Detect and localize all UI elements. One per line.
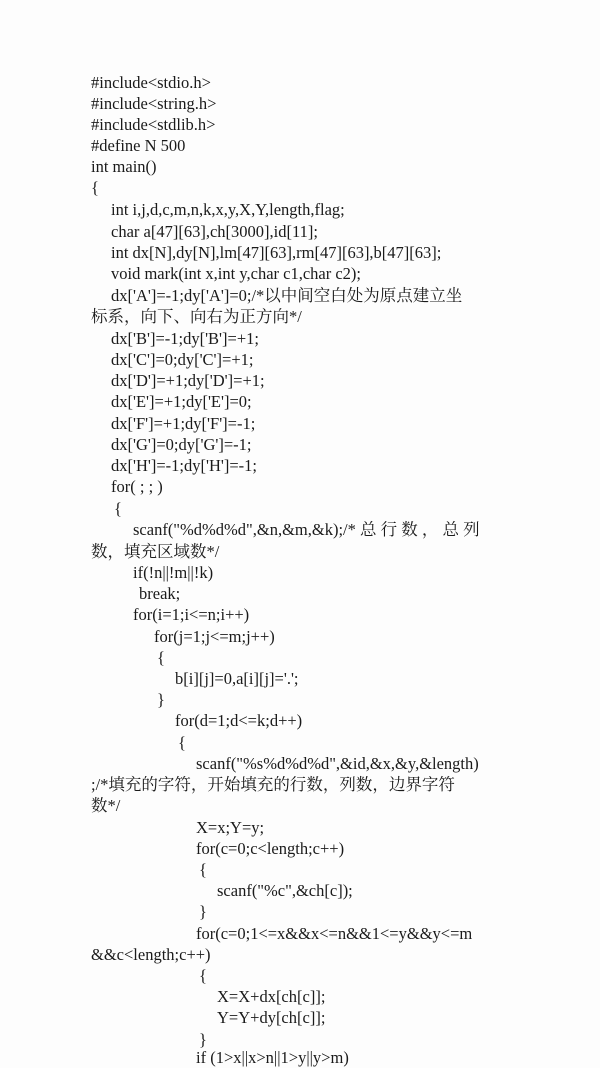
code-line: dx['A']=-1;dy['A']=0;/*以中间空白处为原点建立坐 <box>111 286 463 305</box>
code-line: dx['G']=0;dy['G']=-1; <box>111 435 252 454</box>
code-line: #include<stdio.h> <box>91 73 211 92</box>
code-line: dx['E']=+1;dy['E']=0; <box>111 392 252 411</box>
code-line: int main() <box>91 157 157 176</box>
code-line: for(c=0;c<length;c++) <box>196 839 345 858</box>
code-line: int dx[N],dy[N],lm[47][63],rm[47][63],b[47][63]; <box>111 243 442 262</box>
code-line: int i,j,d,c,m,n,k,x,y,X,Y,length,flag; <box>111 200 345 219</box>
code-line: } <box>199 902 207 921</box>
code-line: &&c<length;c++) <box>91 945 211 964</box>
code-line: { <box>178 733 186 752</box>
code-line: { <box>114 499 122 518</box>
code-line: for(c=0;1<=x&&x<=n&&1<=y&&y<=m <box>196 924 473 943</box>
code-line: #define N 500 <box>91 136 186 155</box>
code-line: char a[47][63],ch[3000],id[11]; <box>111 222 318 241</box>
code-line: { <box>199 966 207 985</box>
code-line: scanf("%c",&ch[c]); <box>217 881 353 900</box>
code-line: } <box>199 1030 207 1049</box>
code-line: dx['C']=0;dy['C']=+1; <box>111 350 254 369</box>
code-line: b[i][j]=0,a[i][j]='.'; <box>175 669 299 688</box>
code-line: } <box>157 690 165 709</box>
code-line: { <box>199 860 207 879</box>
code-line: dx['D']=+1;dy['D']=+1; <box>111 371 265 390</box>
code-line: #include<string.h> <box>91 94 217 113</box>
code-line: { <box>91 178 99 197</box>
code-line: 数，填充区域数*/ <box>91 542 220 561</box>
code-line: void mark(int x,int y,char c1,char c2); <box>111 264 362 283</box>
code-line: if(!n||!m||!k) <box>133 563 214 582</box>
code-line: dx['F']=+1;dy['F']=-1; <box>111 414 256 433</box>
code-line: #include<stdlib.h> <box>91 115 216 134</box>
code-line: X=x;Y=y; <box>196 818 265 837</box>
code-line: if (1>x||x>n||1>y||y>m) <box>196 1048 349 1067</box>
code-line: 标系，向下、向右为正方向*/ <box>91 307 302 326</box>
code-line: for(i=1;i<=n;i++) <box>133 605 250 624</box>
code-line: Y=Y+dy[ch[c]]; <box>217 1008 326 1027</box>
code-line: dx['B']=-1;dy['B']=+1; <box>111 329 259 348</box>
code-line: 数*/ <box>91 796 121 815</box>
code-line: X=X+dx[ch[c]]; <box>217 987 326 1006</box>
code-line: dx['H']=-1;dy['H']=-1; <box>111 456 257 475</box>
code-line: for(d=1;d<=k;d++) <box>175 711 303 730</box>
code-line: for( ; ; ) <box>111 477 163 496</box>
code-line: break; <box>139 584 181 603</box>
code-line: scanf("%d%d%d",&n,&m,&k);/* 总 行 数 ， 总 列 <box>133 520 480 539</box>
code-line: scanf("%s%d%d%d",&id,&x,&y,&length) <box>196 754 479 773</box>
code-line: { <box>157 648 165 667</box>
code-line: ;/*填充的字符，开始填充的行数，列数，边界字符 <box>91 775 455 794</box>
code-line: for(j=1;j<=m;j++) <box>154 627 275 646</box>
